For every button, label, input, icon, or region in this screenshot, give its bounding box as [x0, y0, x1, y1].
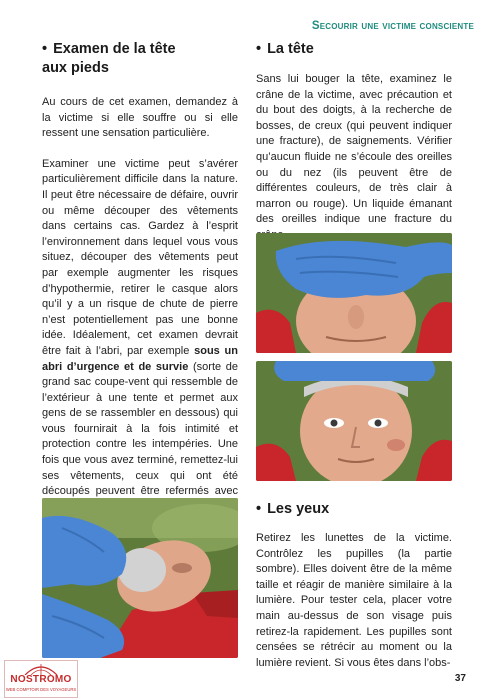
section-heading-head-to-toe-text: Examen de la tête aux pieds: [42, 41, 176, 76]
eyes-paragraph: Retirez les lunettes de la victime. Contrôlez les pupilles (la partie sombre). Elles doivent être de la même taille et réagir de manière similaire à la lumière. Pour tester cela, placer votre main au-dessus de son visage puis retirez-la rapidement. Les pupilles sont censées se rétrécir au moment ou la lumière revient. Si vous êtes dans l’obs-: [256, 532, 452, 669]
publisher-logo: [4, 660, 78, 698]
logo-name: NOSTROMO: [10, 674, 72, 685]
section-heading-eyes-text: Les yeux: [267, 501, 330, 517]
head-paragraph: Sans lui bouger la tête, examinez le crâne de la victime, avec précaution et du bout des doigts, à la recherche de bosses, de creux (qui peuvent indiquer une fracture), de saignements. Vérifier qu’aucun fluide ne s’écoule des oreilles ou du nez (ils peuvent être de différentes couleurs, de très clair à marron ou rouge). Un liquide émanant des oreilles indique une fracture du: [256, 73, 452, 226]
logo-tagline: WEB COMPTOIR DES VOYAGEURS: [5, 687, 77, 692]
intro-paragraph: Au cours de cet examen, demandez à la victime si elle souffre ou si elle ressent une sensation particulière.: [42, 96, 238, 140]
photo-head-support: [42, 498, 238, 658]
photo-eyes-covered: [256, 233, 452, 353]
section-heading-head-to-toe: [42, 40, 238, 78]
left-column: [42, 40, 238, 531]
photo-eyes-open-image: [256, 361, 452, 481]
examination-paragraph: [42, 157, 238, 531]
paragraph-text-continued: (sorte de grand sac coupe-vent qui ressemble de l’extérieur à une tente et permet aux gens de se rassembler en dessous) qui vous fournirait à la fois intimité et protection contre les intempéries. Une fois que vous avez terminé, remettez-lui ses vêtements, ceux qui ont été découpés peuvent être refermés avec: [42, 360, 239, 498]
right-column-eyes: [256, 500, 452, 671]
section-heading-head-text: La tête: [267, 41, 314, 57]
bullet-icon: •: [256, 41, 262, 57]
bullet-icon: •: [256, 501, 262, 517]
section-heading-head: [256, 40, 452, 59]
bullet-icon: •: [42, 41, 48, 57]
right-column: [256, 40, 452, 244]
globe-icon: [5, 661, 77, 675]
photo-head-support-image: [42, 498, 238, 658]
emergency-shelter-highlight: sous un abri d’urgence et de survie: [42, 344, 238, 373]
photo-eyes-open: [256, 361, 452, 481]
photo-eyes-covered-image: [256, 233, 452, 353]
page-number: 37: [454, 673, 466, 684]
paragraph-text: Examiner une victime peut s’avérer particulièrement difficile dans la nature. Il peut être nécessaire de défaire, ouvrir ou même découper des vêtements dans certains cas. Gardez à l’esprit l’environnement dans lequel vous vous situez, découper des vêtements peut par exemple augmenter les risques d’hypothermie, retirer le casque alors qu’il y a un risque de chute de pierre n’est potentiellement pas une bonne idée. Idéalement, cet examen devrait être fait à l’abri, par exemple: [42, 157, 238, 357]
section-heading-eyes: [256, 500, 452, 519]
running-header: Secourir une victime consciente: [311, 20, 474, 32]
